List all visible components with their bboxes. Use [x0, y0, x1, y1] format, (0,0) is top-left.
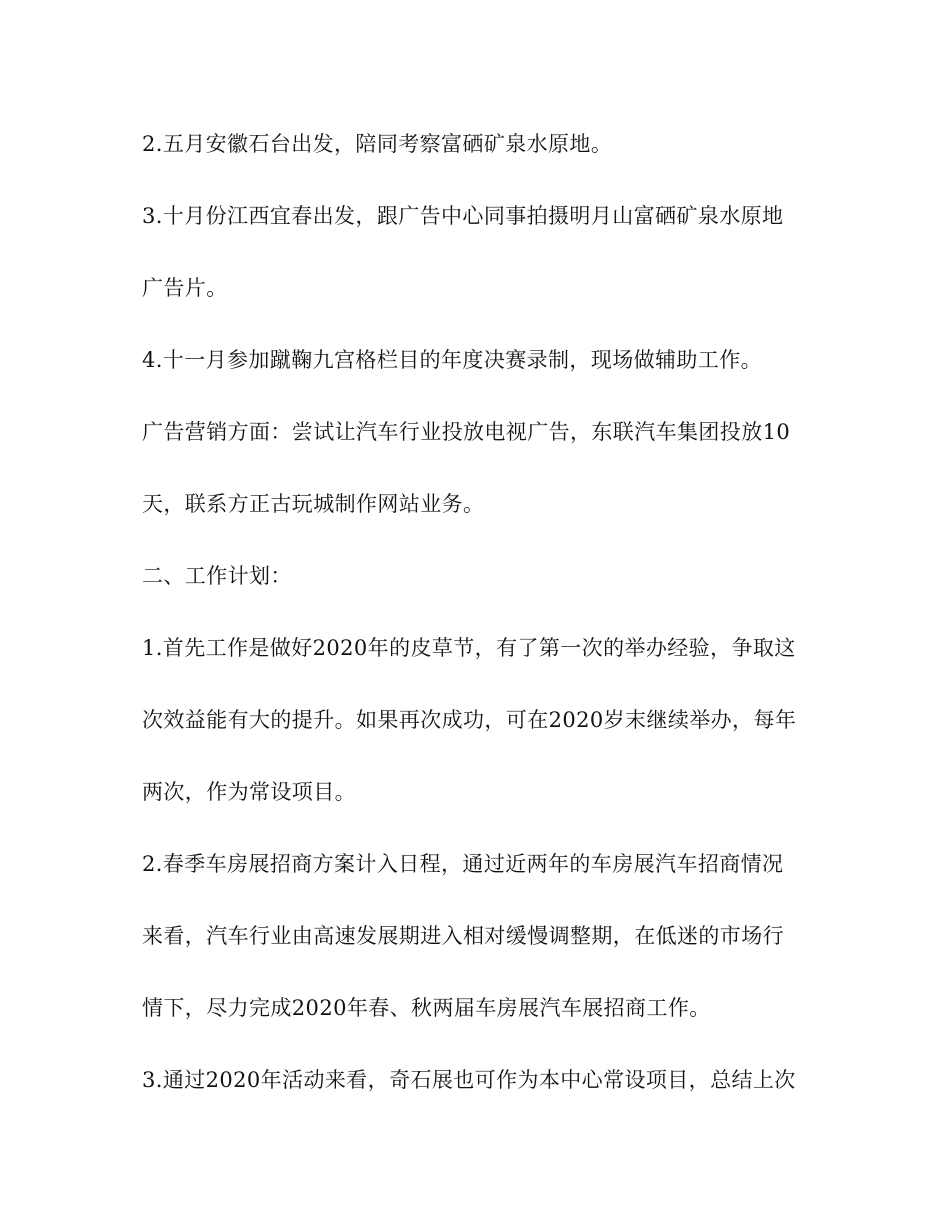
text-line: 两次，作为常设项目。 — [142, 780, 356, 804]
text-line: 4.十一月参加蹴鞠九宫格栏目的年度决赛录制，现场做辅助工作。 — [142, 348, 763, 372]
text-line: 3.十月份江西宜春出发，跟广告中心同事拍摄明月山富硒矿泉水原地 — [142, 204, 784, 228]
text-line: 次效益能有大的提升。如果再次成功，可在2020岁末继续举办，每年 — [142, 708, 797, 732]
text-line: 3.通过2020年活动来看，奇石展也可作为本中心常设项目，总结上次 — [142, 1068, 796, 1092]
text-line: 1.首先工作是做好2020年的皮草节，有了第一次的举办经验，争取这 — [142, 636, 796, 660]
text-line: 来看，汽车行业由高速发展期进入相对缓慢调整期，在低迷的市场行 — [142, 924, 784, 948]
section-heading: 二、工作计划： — [142, 564, 292, 588]
text-line: 2.春季车房展招商方案计入日程，通过近两年的车房展汽车招商情况 — [142, 852, 784, 876]
text-line: 2.五月安徽石台出发，陪同考察富硒矿泉水原地。 — [142, 132, 613, 156]
text-line: 广告营销方面：尝试让汽车行业投放电视广告，东联汽车集团投放10 — [142, 420, 791, 444]
text-line: 天，联系方正古玩城制作网站业务。 — [142, 492, 485, 516]
text-line: 广告片。 — [142, 276, 228, 300]
text-line: 情下，尽力完成2020年春、秋两届车房展汽车展招商工作。 — [142, 996, 711, 1020]
